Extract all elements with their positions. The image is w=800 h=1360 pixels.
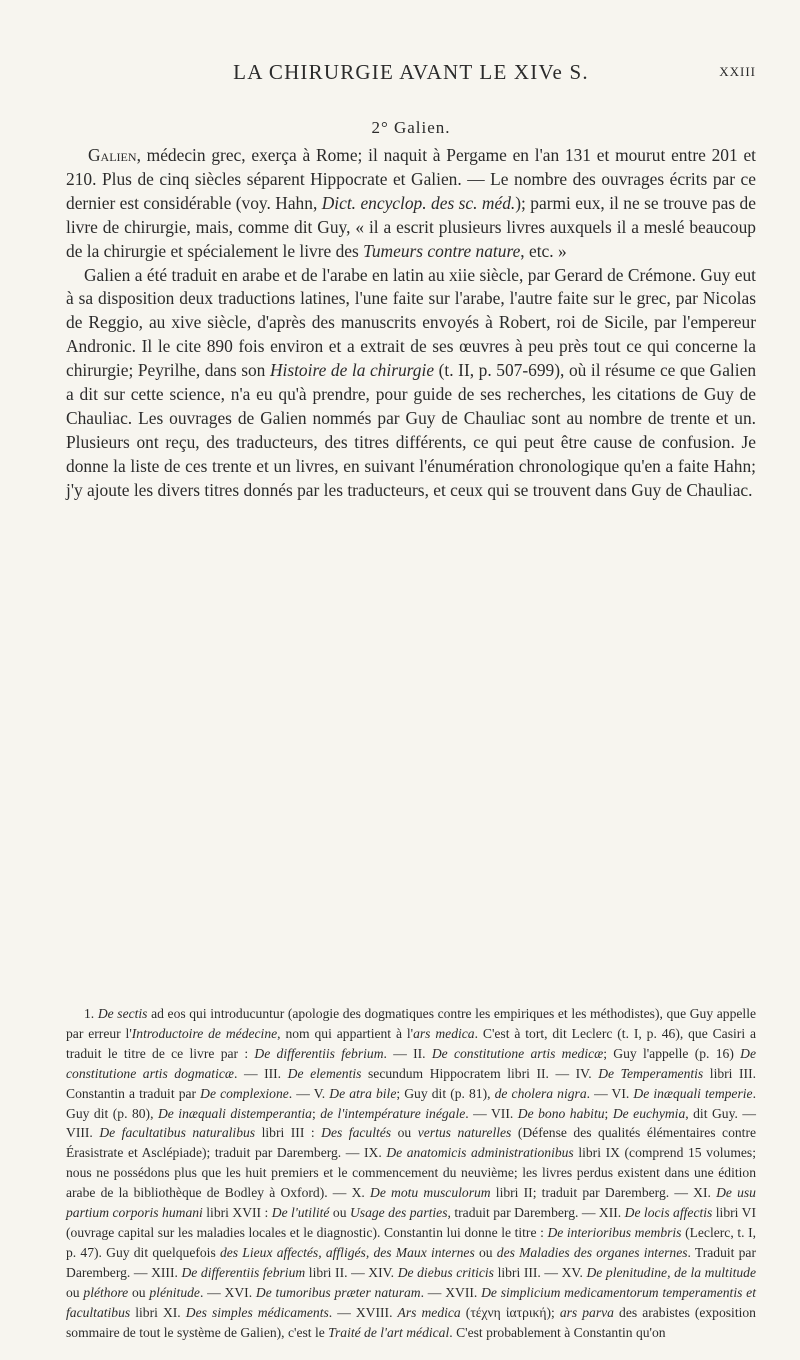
page-number: XXIII [719, 64, 756, 79]
paragraph-1: Galien, médecin grec, exerça à Rome; il naquit à Pergame en l'an 131 et mourut entre 201 et 210. Plus de cinq siècles séparent Hippocrate et Galien. — Le nombre des ouvrages écrits par ce dernier est considérable (voy. Hahn, Dict. encyclop. des sc. méd.); parmi eux, il ne se trouve pas de livre de chirurgie, mais, comme dit Guy, « il a escrit plusieurs livres auxquels il a meslé beaucoup de la chirurgie et spécialement le livre des Tumeurs contre nature, etc. » [66, 145, 756, 261]
footnote-1: 1. De sectis ad eos qui introducuntur (apologie des dogmatiques contre les empiriques et les méthodistes), que Guy appelle par erreur l'Introductoire de médecine, nom qui appartient à l'ars medica. C'est à tort, dit Leclerc (t. I, p. 46), que Casiri a traduit le titre de ce livre par : De differentiis febrium. — II. De constitutione artis medicæ; Guy l'appelle (p. 16) De constitutione artis dogmaticæ. — III. De elementis secundum Hippocratem libri II. — IV. De Temperamentis libri III. Constantin a traduit par De complexione. — V. De atra bile; Guy dit (p. 81), de cholera nigra. — VI. De inæquali temperie. Guy dit (p. 80), De inæquali distemperantia; de l'intempérature inégale. — VII. De bono habitu; De euchymia, dit Guy. — VIII. De facultatibus naturalibus libri III : Des facultés ou vertus naturelles (Défense des qualités élémentaires contre Érasistrate et Asclépiade); traduit par Daremberg. — IX. De anatomicis administrationibus libri IX (comprend 15 volumes; nous ne possédons plus que les huit premiers et le commencement du neuvième; les livres perdus existent dans une édition arabe de la bibliothèque de Bodley à Oxford). — X. De motu musculorum libri II; traduit par Daremberg. — XI. De usu partium corporis humani libri XVII : De l'utilité ou Usage des parties, traduit par Daremberg. — XII. De locis affectis libri VI (ouvrage capital sur les maladies locales et le diagnostic). Constantin lui donne le titre : De interioribus membris (Leclerc, t. I, p. 47). Guy dit quelquefois des Lieux affectés, affligés, des Maux internes ou des Maladies des organes internes. Traduit par Daremberg. — XIII. De differentiis febrium libri II. — XIV. De diebus criticis libri III. — XV. De plenitudine, de la multitude ou pléthore ou plénitude. — XVI. De tumoribus præter naturam. — XVII. De simplicium medicamentorum temperamentis et facultatibus libri XI. Des simples médicaments. — XVIII. Ars medica (τέχνη ἰατρική); ars parva des arabistes (exposition sommaire de tout le système de Galien), c'est le Traité de l'art médical. C'est probablement à Constantin qu'on [66, 1006, 757, 1340]
body-text [66, 144, 756, 503]
author-name: Galien [88, 145, 137, 165]
running-head [66, 60, 756, 90]
running-title: LA CHIRURGIE AVANT LE XIVe S. [233, 60, 589, 84]
footnote-block [66, 1004, 756, 1342]
paragraph-2: Galien a été traduit en arabe et de l'arabe en latin au xiie siècle, par Gerard de Crémone. Guy eut à sa disposition deux traductions latines, l'une faite sur l'arabe, l'autre faite sur le grec, par Nicolas de Reggio, au xive siècle, d'après des manuscrits envoyés à Robert, roi de Sicile, par l'empereur Andronic. Il le cite 890 fois environ et a extrait de ses œuvres à peu près tout ce qui concerne la chirurgie; Peyrilhe, dans son Histoire de la chirurgie (t. II, p. 507-699), où il résume ce que Galien a dit sur cette science, n'a eu qu'à prendre, pour guide de ses recherches, les citations de Guy de Chauliac. Les ouvrages de Galien nommés par Guy de Chauliac sont au nombre de trente et un. Plusieurs ont reçu, des traducteurs, des titres différents, ce qui peut être cause de confusion. Je donne la liste de ces trente et un livres, en suivant l'énumération chronologique qu'en a faite Hahn; j'y ajoute les divers titres donnés par les traducteurs, et ceux qui se trouvent dans Guy de Chauliac. [66, 264, 757, 500]
section-title: 2° Galien. [371, 118, 451, 137]
